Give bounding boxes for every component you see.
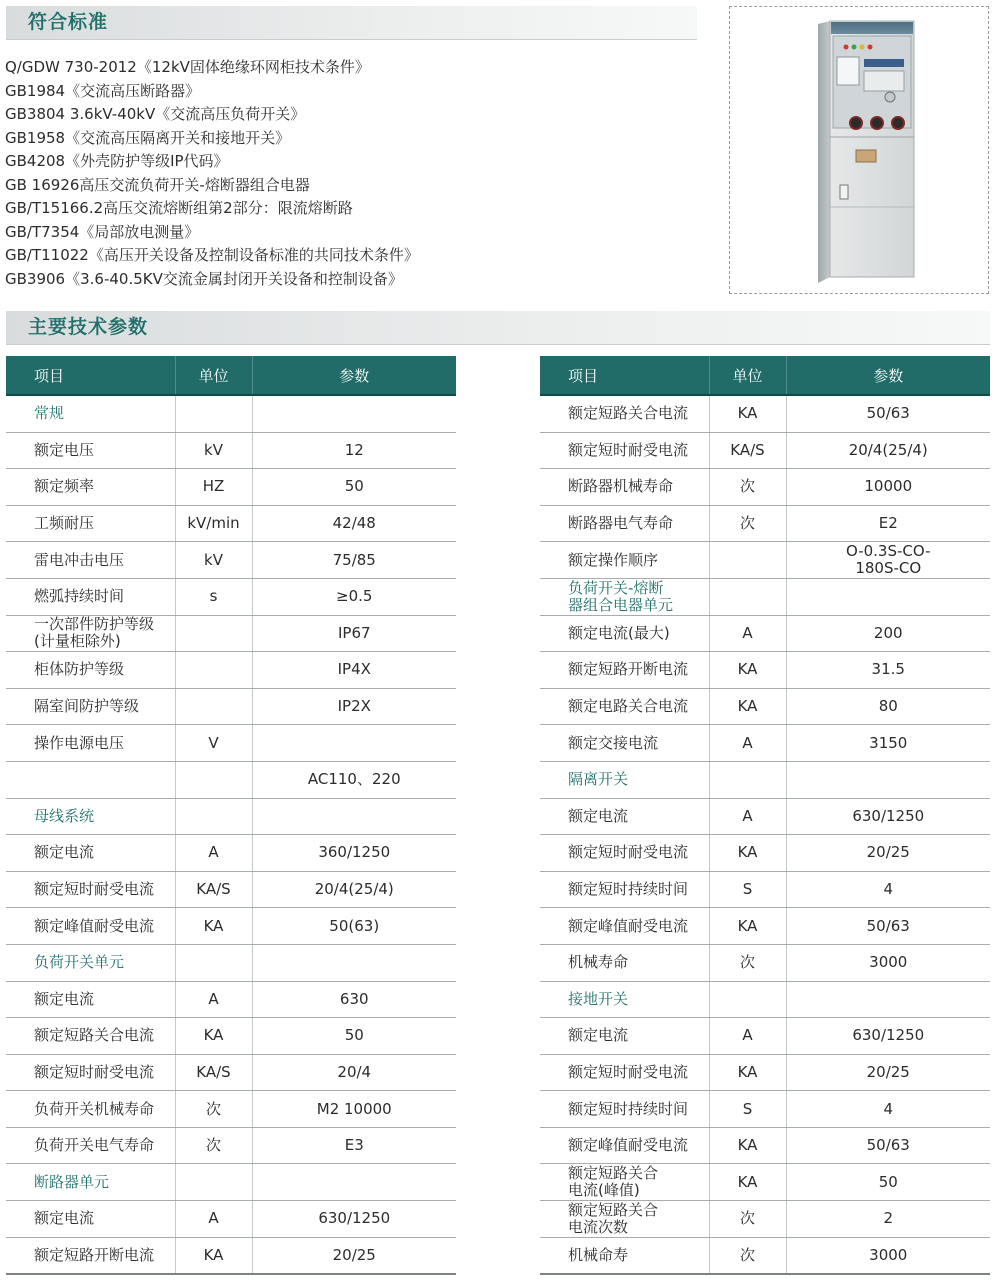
value-cell: 50/63	[786, 908, 990, 945]
value-cell: 12	[252, 432, 456, 469]
table-row	[6, 1237, 456, 1274]
unit-cell: A	[709, 1018, 786, 1055]
unit-cell	[175, 615, 252, 652]
table-row	[6, 505, 456, 542]
item-cell: 操作电源电压	[6, 725, 175, 762]
item-cell: 额定电流(最大)	[540, 615, 709, 652]
unit-cell	[175, 688, 252, 725]
table-header-row	[6, 356, 456, 395]
unit-cell: 次	[709, 1237, 786, 1274]
unit-cell: A	[175, 835, 252, 872]
item-cell: 额定短路开断电流	[6, 1237, 175, 1274]
value-cell: 3000	[786, 944, 990, 981]
unit-cell: KA/S	[709, 432, 786, 469]
value-cell: E2	[786, 505, 990, 542]
unit-cell: KA	[709, 835, 786, 872]
value-cell: 200	[786, 615, 990, 652]
item-cell: 额定峰值耐受电流	[6, 908, 175, 945]
category-row	[6, 944, 456, 981]
item-cell: 额定短路关合电流	[6, 1018, 175, 1055]
table-header-row	[540, 356, 990, 395]
value-cell: IP4X	[252, 652, 456, 689]
value-cell	[252, 725, 456, 762]
unit-cell	[175, 1164, 252, 1201]
item-cell: 额定短时耐受电流	[540, 432, 709, 469]
header-unit: 单位	[709, 356, 786, 395]
unit-cell: A	[709, 725, 786, 762]
item-cell: 额定短时耐受电流	[540, 1054, 709, 1091]
unit-cell: kV/min	[175, 505, 252, 542]
item-cell: 额定电压	[6, 432, 175, 469]
table-row	[6, 1054, 456, 1091]
value-cell: AC110、220	[252, 761, 456, 798]
unit-cell: V	[175, 725, 252, 762]
value-cell: 3000	[786, 1237, 990, 1274]
table-row	[540, 1018, 990, 1055]
item-cell: 隔离开关	[540, 761, 709, 798]
table-row	[6, 871, 456, 908]
item-cell: 负荷开关单元	[6, 944, 175, 981]
unit-cell	[175, 761, 252, 798]
switchgear-cabinet-image	[730, 7, 987, 292]
value-cell: M2 10000	[252, 1091, 456, 1128]
item-cell: 断路器单元	[6, 1164, 175, 1201]
value-cell: 20/25	[786, 1054, 990, 1091]
standards-section-title: 符合标准	[6, 6, 697, 40]
table-row	[540, 505, 990, 542]
value-cell: 50	[786, 1164, 990, 1201]
spec-table-right	[540, 356, 990, 1275]
unit-cell: 次	[709, 469, 786, 506]
table-row	[540, 798, 990, 835]
value-cell: 20/4(25/4)	[252, 871, 456, 908]
item-cell: 额定电流	[6, 835, 175, 872]
standards-list	[5, 56, 419, 291]
params-section-title: 主要技术参数	[6, 311, 990, 345]
unit-cell: KA	[709, 688, 786, 725]
table-row	[540, 944, 990, 981]
spec-table-left	[6, 356, 456, 1275]
value-cell: 50/63	[786, 1127, 990, 1164]
table-row	[540, 1127, 990, 1164]
value-cell: 50/63	[786, 395, 990, 432]
item-cell: 机械寿命	[540, 944, 709, 981]
unit-cell	[709, 578, 786, 615]
item-cell: 隔室间防护等级	[6, 688, 175, 725]
item-cell: 机械命寿	[540, 1237, 709, 1274]
unit-cell: KA	[709, 908, 786, 945]
unit-cell: kV	[175, 432, 252, 469]
unit-cell: KA	[709, 1054, 786, 1091]
table-row	[540, 542, 990, 579]
item-cell: 一次部件防护等级 (计量柜除外)	[6, 615, 175, 652]
standard-item: GB4208《外壳防护等级IP代码》	[5, 152, 229, 170]
standard-item: GB/T15166.2高压交流熔断组第2部分：限流熔断路	[5, 199, 353, 217]
item-cell: 负荷开关电气寿命	[6, 1127, 175, 1164]
table-row	[6, 432, 456, 469]
product-image-frame	[729, 6, 989, 294]
unit-cell: kV	[175, 542, 252, 579]
standard-item: GB/T11022《高压开关设备及控制设备标准的共同技术条件》	[5, 246, 419, 264]
value-cell	[252, 1164, 456, 1201]
table-row	[540, 835, 990, 872]
category-row	[540, 981, 990, 1018]
table-row	[6, 981, 456, 1018]
item-cell: 额定短路关合 电流(峰值)	[540, 1164, 709, 1201]
unit-cell: KA/S	[175, 1054, 252, 1091]
unit-cell	[175, 395, 252, 432]
item-cell: 额定峰值耐受电流	[540, 1127, 709, 1164]
table-row	[6, 1201, 456, 1238]
unit-cell: KA	[175, 908, 252, 945]
table-row	[540, 1237, 990, 1274]
category-row	[6, 798, 456, 835]
item-cell	[6, 761, 175, 798]
item-cell: 额定短时耐受电流	[540, 835, 709, 872]
table-row	[6, 1018, 456, 1055]
item-cell: 额定短路开断电流	[540, 652, 709, 689]
value-cell: 630/1250	[786, 1018, 990, 1055]
item-cell: 额定短时持续时间	[540, 871, 709, 908]
table-row	[540, 395, 990, 432]
unit-cell: 次	[709, 1201, 786, 1238]
table-row	[540, 432, 990, 469]
item-cell: 额定操作顺序	[540, 542, 709, 579]
value-cell: 20/25	[786, 835, 990, 872]
item-cell: 常规	[6, 395, 175, 432]
unit-cell	[175, 944, 252, 981]
value-cell: 20/25	[252, 1237, 456, 1274]
item-cell: 额定电流	[6, 981, 175, 1018]
unit-cell: KA	[709, 1164, 786, 1201]
table-row	[6, 1091, 456, 1128]
table-row	[540, 688, 990, 725]
category-row	[540, 578, 990, 615]
category-row	[6, 1164, 456, 1201]
item-cell: 额定电流	[6, 1201, 175, 1238]
item-cell: 母线系统	[6, 798, 175, 835]
table-row	[540, 1054, 990, 1091]
value-cell: 3150	[786, 725, 990, 762]
value-cell: 50(63)	[252, 908, 456, 945]
unit-cell: A	[175, 1201, 252, 1238]
table-row	[6, 469, 456, 506]
standard-item: GB3906《3.6-40.5KV交流金属封闭开关设备和控制设备》	[5, 269, 403, 288]
item-cell: 额定电流	[540, 1018, 709, 1055]
item-cell: 额定短时持续时间	[540, 1091, 709, 1128]
value-cell: 75/85	[252, 542, 456, 579]
item-cell: 额定短路关合电流	[540, 395, 709, 432]
table-row	[6, 1127, 456, 1164]
value-cell	[786, 761, 990, 798]
unit-cell	[175, 652, 252, 689]
value-cell: IP2X	[252, 688, 456, 725]
item-cell: 燃弧持续时间	[6, 578, 175, 615]
unit-cell: KA/S	[175, 871, 252, 908]
value-cell: 630	[252, 981, 456, 1018]
unit-cell: KA	[709, 395, 786, 432]
item-cell: 额定频率	[6, 469, 175, 506]
value-cell: 50	[252, 1018, 456, 1055]
unit-cell: S	[709, 871, 786, 908]
value-cell: 20/4	[252, 1054, 456, 1091]
table-row	[540, 469, 990, 506]
unit-cell: 次	[175, 1127, 252, 1164]
item-cell: 额定短时耐受电流	[6, 871, 175, 908]
table-row	[540, 871, 990, 908]
table-row	[540, 615, 990, 652]
unit-cell: 次	[709, 944, 786, 981]
value-cell: 80	[786, 688, 990, 725]
table-row	[6, 542, 456, 579]
unit-cell	[709, 981, 786, 1018]
unit-cell: s	[175, 578, 252, 615]
value-cell	[786, 981, 990, 1018]
table-row	[540, 1091, 990, 1128]
item-cell: 工频耐压	[6, 505, 175, 542]
value-cell	[786, 578, 990, 615]
table-row	[6, 615, 456, 652]
table-row	[6, 578, 456, 615]
item-cell: 柜体防护等级	[6, 652, 175, 689]
unit-cell: HZ	[175, 469, 252, 506]
value-cell	[252, 944, 456, 981]
item-cell: 额定电流	[540, 798, 709, 835]
unit-cell: KA	[709, 652, 786, 689]
header-item: 项目	[6, 356, 175, 395]
unit-cell: A	[709, 615, 786, 652]
value-cell: 630/1250	[252, 1201, 456, 1238]
item-cell: 负荷开关机械寿命	[6, 1091, 175, 1128]
unit-cell: S	[709, 1091, 786, 1128]
unit-cell: A	[175, 981, 252, 1018]
value-cell: ≥0.5	[252, 578, 456, 615]
table-row	[540, 652, 990, 689]
table-row	[6, 835, 456, 872]
item-cell: 雷电冲击电压	[6, 542, 175, 579]
value-cell: 360/1250	[252, 835, 456, 872]
table-row	[6, 761, 456, 798]
value-cell: 50	[252, 469, 456, 506]
item-cell: 额定电路关合电流	[540, 688, 709, 725]
value-cell: 4	[786, 1091, 990, 1128]
unit-cell: 次	[175, 1091, 252, 1128]
value-cell	[252, 395, 456, 432]
category-row	[540, 761, 990, 798]
standard-item: GB 16926高压交流负荷开关-熔断器组合电器	[5, 175, 310, 194]
table-row	[540, 1164, 990, 1201]
table-row	[540, 908, 990, 945]
value-cell: 630/1250	[786, 798, 990, 835]
value-cell: IP67	[252, 615, 456, 652]
value-cell	[252, 798, 456, 835]
value-cell: 2	[786, 1201, 990, 1238]
unit-cell	[709, 542, 786, 579]
table-row	[6, 688, 456, 725]
value-cell: O-0.3S-CO- 180S-CO	[786, 542, 990, 579]
unit-cell	[709, 761, 786, 798]
value-cell: E3	[252, 1127, 456, 1164]
item-cell: 额定短时耐受电流	[6, 1054, 175, 1091]
header-value: 参数	[786, 356, 990, 395]
item-cell: 额定交接电流	[540, 725, 709, 762]
header-unit: 单位	[175, 356, 252, 395]
value-cell: 31.5	[786, 652, 990, 689]
item-cell: 接地开关	[540, 981, 709, 1018]
value-cell: 20/4(25/4)	[786, 432, 990, 469]
item-cell: 额定峰值耐受电流	[540, 908, 709, 945]
table-row	[6, 908, 456, 945]
standard-item: Q/GDW 730-2012《12kV固体绝缘环网柜技术条件》	[5, 58, 370, 76]
header-item: 项目	[540, 356, 709, 395]
item-cell: 额定短路关合 电流次数	[540, 1201, 709, 1238]
value-cell: 10000	[786, 469, 990, 506]
standard-item: GB1984《交流高压断路器》	[5, 81, 201, 100]
table-row	[540, 725, 990, 762]
item-cell: 负荷开关-熔断 器组合电器单元	[540, 578, 709, 615]
unit-cell: 次	[709, 505, 786, 542]
value-cell: 42/48	[252, 505, 456, 542]
unit-cell: A	[709, 798, 786, 835]
unit-cell	[175, 798, 252, 835]
item-cell: 断路器机械寿命	[540, 469, 709, 506]
unit-cell: KA	[175, 1237, 252, 1274]
item-cell: 断路器电气寿命	[540, 505, 709, 542]
standard-item: GB1958《交流高压隔离开关和接地开关》	[5, 128, 291, 147]
category-row	[6, 395, 456, 432]
header-value: 参数	[252, 356, 456, 395]
standard-item: GB/T7354《局部放电测量》	[5, 222, 200, 241]
table-row	[6, 725, 456, 762]
unit-cell: KA	[709, 1127, 786, 1164]
value-cell: 4	[786, 871, 990, 908]
table-row	[540, 1201, 990, 1238]
table-row	[6, 652, 456, 689]
unit-cell: KA	[175, 1018, 252, 1055]
standard-item: GB3804 3.6kV-40kV《交流高压负荷开关》	[5, 105, 306, 123]
